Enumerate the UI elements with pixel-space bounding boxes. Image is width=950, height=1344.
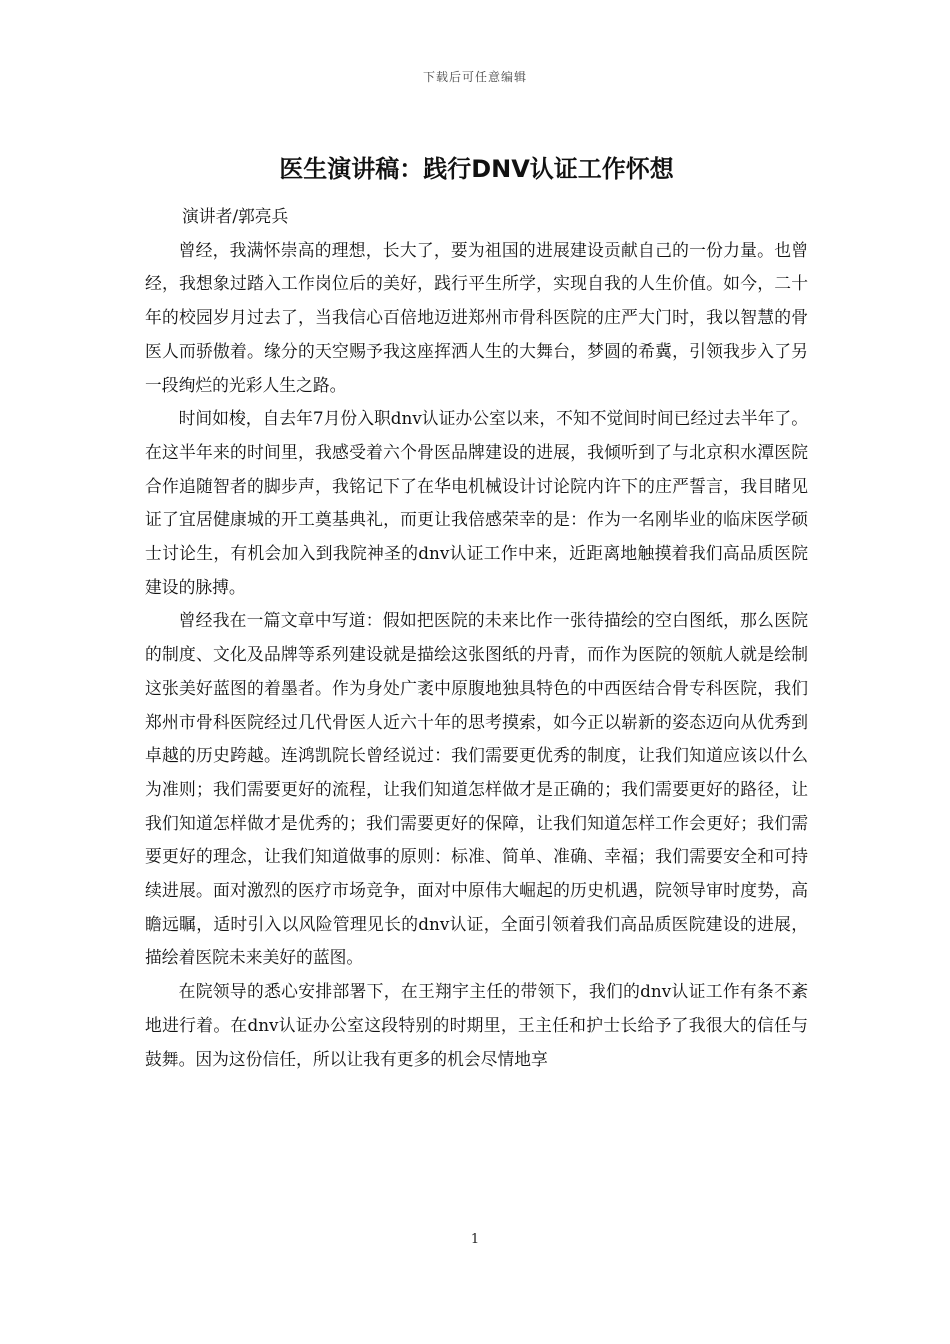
document-body <box>145 150 808 1076</box>
document-title: 医生演讲稿：践行DNV认证工作怀想 <box>279 155 674 183</box>
paragraph-4: 在院领导的悉心安排部署下，在王翔宇主任的带领下，我们的dnv认证工作有条不紊地进行着。在dnv认证办公室这段特别的时期里，王主任和护士长给予了我很大的信任与鼓舞。因为这份信任，所以让我有更多的机会尽情地享 <box>145 981 808 1069</box>
header-note: 下载后可任意编辑 <box>422 70 527 84</box>
page-number: 1 <box>470 1232 480 1247</box>
paragraph-1: 曾经，我满怀崇高的理想，长大了，要为祖国的进展建设贡献自己的一份力量。也曾经，我想象过踏入工作岗位后的美好，践行平生所学，实现自我的人生价值。如今，二十年的校园岁月过去了，当我信心百倍地迈进郑州市骨科医院的庄严大门时，我以智慧的骨医人而骄傲着。缘分的天空赐予我这座挥洒人生的大舞台，梦圆的希冀，引领我步入了另一段绚烂的光彩人生之路。 <box>145 239 808 395</box>
author-line: 演讲者/郭亮兵 <box>182 206 289 226</box>
paragraph-3: 曾经我在一篇文章中写道：假如把医院的未来比作一张待描绘的空白图纸，那么医院的制度、文化及品牌等系列建设就是描绘这张图纸的丹青，而作为医院的领航人就是绘制这张美好蓝图的着墨者。作为身处广袤中原腹地独具特色的中西医结合骨专科医院，我们郑州市骨科医院经过几代骨医人近六十年的思考摸索，如今正以崭新的姿态迈向从优秀到卓越的历史跨越。连鸿凯院长曾经说过：我们需要更优秀的制度，让我们知道应该以什么为准则；我们需要更好的流程，让我们知道怎样做才是正确的；我们需要更好的路径，让我们知道怎样做才是优秀的；我们需要更好的保障，让我们知道怎样工作会更好；我们需要更好的理念，让我们知道做事的原则：标准、简单、准确、幸福；我们需要安全和可持续进展。面对激烈的医疗市场竞争，面对中原伟大崛起的历史机遇，院领导审时度势，高瞻远瞩，适时引入以风险管理见长的dnv认证，全面引领着我们高品质医院建设的进展，描绘着医院未来美好的蓝图。 <box>145 610 808 968</box>
paragraph-2: 时间如梭，自去年7月份入职dnv认证办公室以来，不知不觉间时间已经过去半年了。在这半年来的时间里，我感受着六个骨医品牌建设的进展，我倾听到了与北京积水潭医院合作追随智者的脚步声，我铭记下了在华电机械设计讨论院内许下的庄严誓言，我目睹见证了宜居健康城的开工奠基典礼，而更让我倍感荣幸的是：作为一名刚毕业的临床医学硕士讨论生，有机会加入到我院神圣的dnv认证工作中来，近距离地触摸着我们高品质医院建设的脉搏。 <box>145 408 808 597</box>
